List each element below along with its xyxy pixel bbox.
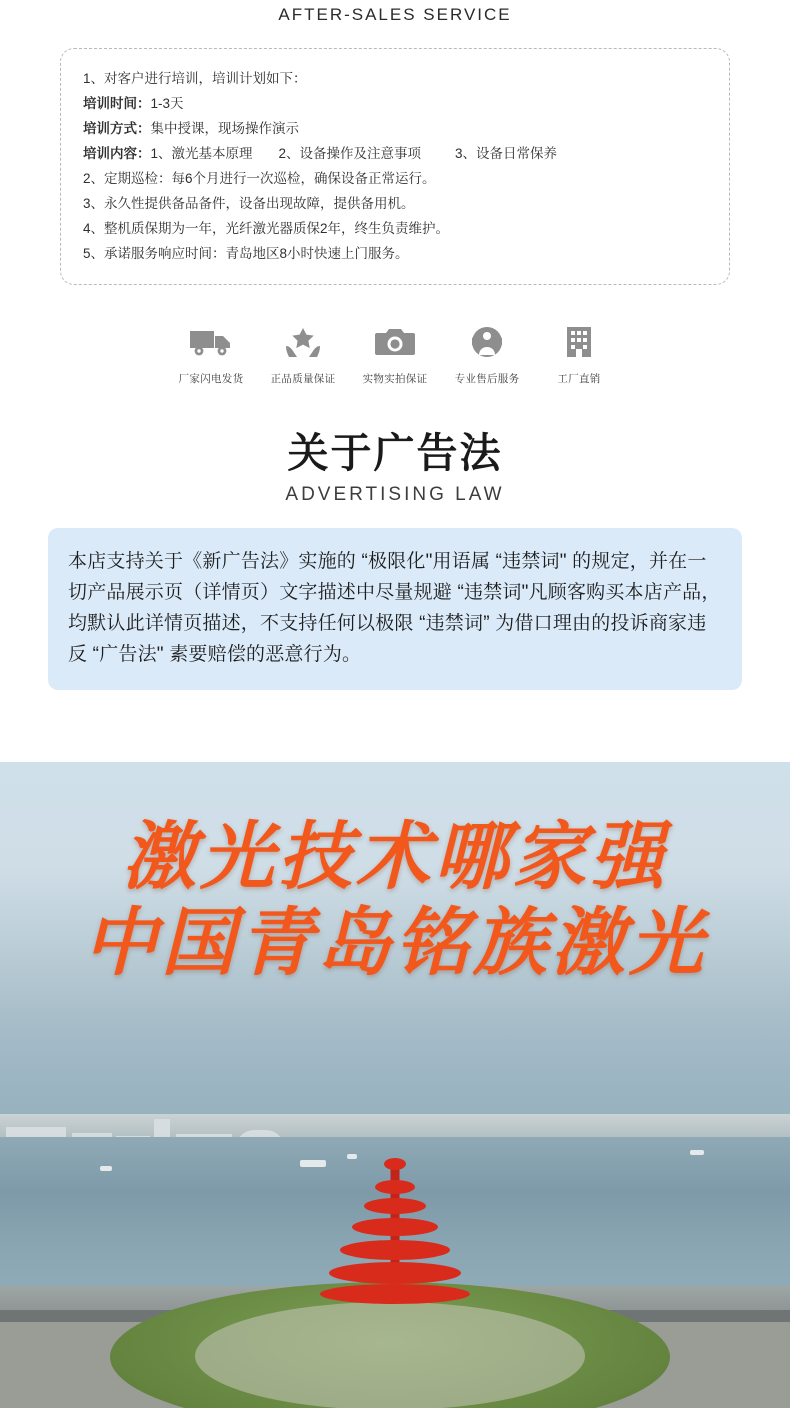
service-line-4: 4、整机质保期为一年，光纤激光器质保2年，终生负责维护。 — [83, 221, 450, 236]
advertising-law-notice-text: 本店支持关于《新广告法》实施的 “极限化"用语属 “违禁词" 的规定，并在一切产品展示页（详情页）文字描述中尽量规避 “违禁词"凡顾客购买本店产品，均默认此详情页描述，不支持任何以极限 “违禁词” 为借口理由的投诉商家违反 “广告法" 素要赔偿的恶意行为。 — [68, 551, 721, 665]
badge-label-quality: 正品质量保证 — [270, 373, 336, 385]
training-method-value: 集中授课，现场操作演示 — [150, 121, 299, 136]
after-sales-service-box — [60, 48, 730, 285]
training-content-value-1: 1、激光基本原理 — [150, 146, 253, 161]
banner-boat — [690, 1150, 704, 1155]
service-line-training-time — [83, 91, 707, 116]
banner-slogan-line-2: 中国青岛铭族激光 — [83, 900, 707, 986]
service-line-2: 2、定期巡检：每6个月进行一次巡检，确保设备正常运行。 — [83, 171, 436, 186]
may-wind-monument — [320, 1162, 470, 1332]
banner-boat — [100, 1166, 112, 1171]
training-content-value-2: 2、设备操作及注意事项 — [278, 146, 422, 161]
qingdao-banner-image — [0, 762, 790, 1408]
training-content-label: 培训内容： — [83, 146, 151, 161]
badge-label-factory: 工厂直销 — [557, 373, 601, 385]
hands-quality-icon — [257, 321, 349, 363]
badge-item-support — [441, 321, 533, 386]
training-method-label: 培训方式： — [83, 121, 151, 136]
trust-badge-strip — [0, 321, 790, 386]
page-title: AFTER-SALES SERVICE — [278, 5, 512, 24]
advertising-law-subtitle: ADVERTISING LAW — [285, 484, 505, 505]
service-line-training-method — [83, 116, 707, 141]
training-time-value: 1-3天 — [150, 96, 184, 111]
badge-label-real-photo: 实物实拍保证 — [362, 373, 428, 385]
banner-boat — [347, 1154, 357, 1159]
service-line-1: 1、对客户进行培训，培训计划如下： — [83, 71, 307, 86]
truck-icon — [165, 321, 257, 363]
banner-slogan-line-1: 激光技术哪家强 — [122, 814, 668, 900]
advertising-law-title: 关于广告法 — [287, 430, 503, 476]
service-line-3: 3、永久性提供备品备件，设备出现故障，提供备用机。 — [83, 196, 415, 211]
camera-icon — [349, 321, 441, 363]
banner-slogan — [0, 814, 790, 986]
training-content-value-3: 3、设备日常保养 — [455, 146, 558, 161]
training-time-label: 培训时间： — [83, 96, 151, 111]
service-line-training-content — [83, 141, 707, 166]
headset-support-icon — [441, 321, 533, 363]
service-line-5: 5、承诺服务响应时间：青岛地区8小时快速上门服务。 — [83, 246, 409, 261]
badge-item-factory — [533, 321, 625, 386]
factory-building-icon — [533, 321, 625, 363]
badge-label-shipping: 厂家闪电发货 — [178, 373, 244, 385]
advertising-law-notice-box — [48, 528, 742, 690]
badge-item-real-photo — [349, 321, 441, 386]
badge-label-support: 专业售后服务 — [454, 373, 520, 385]
badge-item-quality — [257, 321, 349, 386]
badge-item-shipping — [165, 321, 257, 386]
